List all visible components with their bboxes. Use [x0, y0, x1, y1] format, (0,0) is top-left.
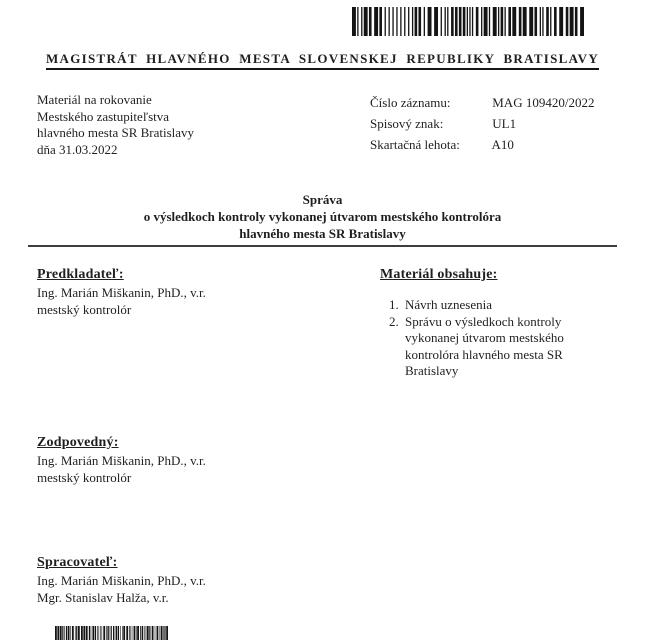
contains-heading: Materiál obsahuje: [380, 267, 498, 282]
contains-list [380, 297, 595, 380]
subject-line: Správa [302, 192, 343, 207]
presenter-section [37, 267, 206, 318]
file-mark-value: UL1 [492, 116, 517, 131]
contains-section [380, 267, 595, 380]
barcode-partial-icon [55, 626, 168, 640]
meta-left-line: dňa 31.03.2022 [37, 141, 118, 157]
meta-left-block [37, 92, 194, 158]
author-section [37, 555, 206, 606]
author-body [37, 572, 206, 606]
document-header [0, 50, 645, 70]
meta-left-line: hlavného mesta SR Bratislavy [37, 125, 195, 140]
document-title: MAGISTRÁT HLAVNÉHO MESTA SLOVENSKEJ REPUBLIKY BRATISLAVY [46, 51, 599, 70]
responsible-heading: Zodpovedný: [37, 435, 119, 450]
meta-right-block [370, 92, 594, 155]
presenter-line: Ing. Marián Miškanin, PhD., v.r. [37, 285, 206, 300]
responsible-line: mestský kontrolór [37, 470, 132, 485]
contains-item: 1. Návrh uznesenia [402, 297, 577, 314]
responsible-body [37, 452, 206, 486]
author-line: Mgr. Stanislav Halža, v.r. [37, 590, 169, 605]
record-number-label: Číslo záznamu: [370, 95, 451, 110]
presenter-line: mestský kontrolór [37, 302, 132, 317]
retention-value: A10 [491, 137, 514, 152]
author-line: Ing. Marián Miškanin, PhD., v.r. [37, 573, 206, 588]
record-number-value: MAG 109420/2022 [492, 95, 595, 110]
subject-line: o výsledkoch kontroly vykonanej útvarom mestského kontrolóra [143, 209, 502, 224]
contains-item: 2. Správu o výsledkoch kontroly vykonanej útvarom mestského kontrolóra hlavného mesta SR Bratislavy [402, 314, 577, 380]
presenter-heading: Predkladateľ: [37, 267, 124, 282]
meta-left-line: Materiál na rokovanie [37, 92, 152, 107]
retention-label: Skartačná lehota: [370, 137, 460, 152]
record-number-row [370, 92, 594, 113]
responsible-section [37, 435, 206, 486]
presenter-body [37, 284, 206, 318]
responsible-line: Ing. Marián Miškanin, PhD., v.r. [37, 453, 206, 468]
subject-line: hlavného mesta SR Bratislavy [239, 226, 406, 241]
subject-title [0, 191, 645, 242]
file-mark-label: Spisový znak: [370, 116, 444, 131]
retention-row [370, 134, 594, 155]
file-mark-row [370, 113, 594, 134]
meta-left-line: Mestského zastupiteľstva [37, 108, 170, 124]
divider [28, 245, 617, 247]
barcode-icon [352, 7, 584, 36]
author-heading: Spracovateľ: [37, 555, 118, 570]
